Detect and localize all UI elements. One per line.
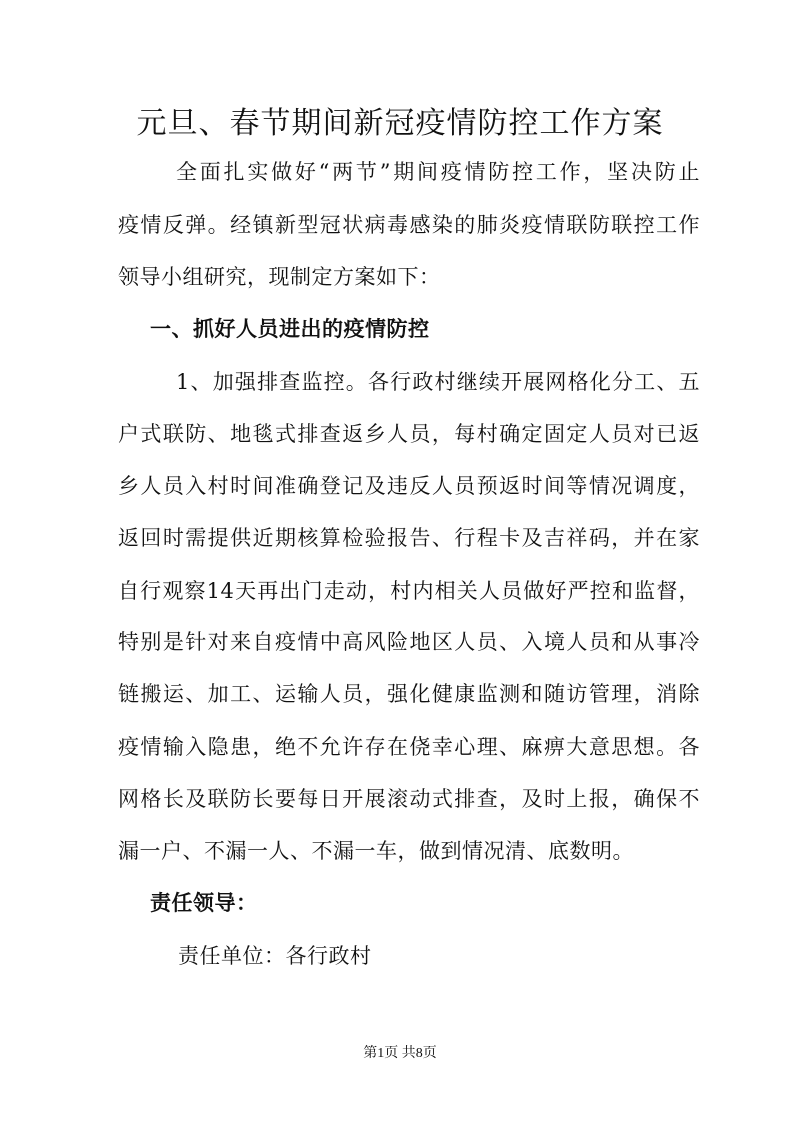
- intro-line-3: 领导小组研究，现制定方案如下：: [118, 265, 441, 289]
- page-footer: 第1页 共8页: [363, 1046, 437, 1061]
- item1-line-4: 返回时需提供近期核算检验报告、行程卡及吉祥码，并在家: [118, 526, 700, 550]
- item1-line-1: 1、加强排查监控。各行政村继续开展网格化分工、五: [176, 370, 700, 394]
- item1-line-8: 疫情输入隐患，绝不允许存在侥幸心理、麻痹大意思想。各: [118, 735, 700, 759]
- intro-line-2: 疫情反弹。经镇新型冠状病毒感染的肺炎疫情联防联控工作: [118, 213, 700, 237]
- responsible-unit: 责任单位：各行政村: [178, 944, 372, 968]
- section-heading: 一、抓好人员进出的疫情防控: [150, 317, 430, 341]
- item1-line-6: 特别是针对来自疫情中高风险地区人员、入境人员和从事冷: [118, 630, 700, 654]
- item1-line-3: 乡人员入村时间准确登记及违反人员预返时间等情况调度，: [118, 474, 700, 498]
- document-title: 元旦、春节期间新冠疫情防控工作方案: [136, 106, 664, 141]
- intro-line-1: 全面扎实做好“两节”期间疫情防控工作，坚决防止: [176, 160, 700, 184]
- responsible-leader-label: 责任领导：: [150, 891, 258, 915]
- item1-line-7: 链搬运、加工、运输人员，强化健康监测和随访管理，消除: [118, 682, 700, 706]
- item1-line-10: 漏一户、不漏一人、不漏一车，做到情况清、底数明。: [118, 839, 634, 863]
- item1-line-9: 网格长及联防长要每日开展滚动式排查，及时上报，确保不: [118, 787, 700, 811]
- item1-line-2: 户式联防、地毯式排查返乡人员，每村确定固定人员对已返: [118, 422, 700, 446]
- item1-line-5: 自行观察14天再出门走动，村内相关人员做好严控和监督，: [118, 579, 700, 603]
